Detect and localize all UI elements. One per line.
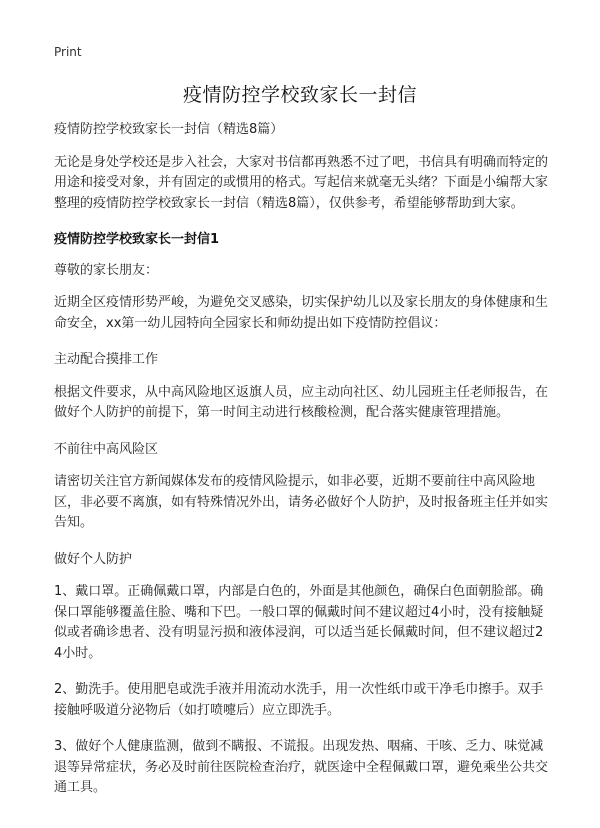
document-body <box>54 120 550 815</box>
list-item-handwashing: 2、勤洗手。使用肥皂或洗手液并用流动水洗手，用一次性纸巾或干净毛巾擦手。双手接触呼吸道分泌物后（如打喷嚏后）应立即洗手。 <box>54 682 544 718</box>
intro-paragraph: 无论是身处学校还是步入社会，大家对书信都再熟悉不过了吧，书信具有明确而特定的用途和接受对象，并有固定的或惯用的格式。写起信来就毫无头绪？下面是小编帮大家整理的疫情防控学校致家长一封信（精选8篇），仅供参考，希望能够帮助到大家。 <box>54 154 549 211</box>
document-subtitle: 疫情防控学校致家长一封信（精选8篇） <box>54 122 284 137</box>
section-title: 疫情防控学校致家长一封信1 <box>54 232 220 247</box>
paragraph-2: 根据文件要求，从中高风险地区返旗人员，应主动向社区、幼儿园班主任老师报告，在做好个人防护的前提下，第一时间主动进行核酸检测，配合落实健康管理措施。 <box>54 384 549 420</box>
list-item-health-monitoring: 3、做好个人健康监测，做到不瞒报、不谎报。出现发热、咽痛、干咳、乏力、味觉减退等异常症状，务必及时前往医院检查治疗，就医途中全程佩戴口罩，避免乘坐公共交通工具。 <box>54 739 549 795</box>
paragraph-3: 请密切关注官方新闻媒体发布的疫情风险提示，如非必要，近期不要前往中高风险地区，非必要不离旗，如有特殊情况外出，请务必做好个人防护，及时报备班主任并如实告知。 <box>54 474 549 530</box>
page-title: 疫情防控学校致家长一封信 <box>182 84 417 106</box>
paragraph-1: 近期全区疫情形势严峻，为避免交叉感染，切实保护幼儿以及家长朋友的身体健康和生命安全，xx第一幼儿园特向全园家长和师幼提出如下疫情防控倡议： <box>54 295 549 331</box>
heading-personal-protection: 做好个人防护 <box>54 551 133 567</box>
heading-avoid-risk-areas: 不前往中高风险区 <box>54 441 159 457</box>
heading-cooperate: 主动配合摸排工作 <box>54 352 159 367</box>
list-item-mask: 1、戴口罩。正确佩戴口罩，内部是白色的，外面是其他颜色，确保白色面朝脸部。确保口罩能够覆盖住脸、嘴和下巴。一般口罩的佩戴时间不建议超过4小时，没有接触疑似或者确诊患者、没有明显污损和液体浸润，可以适当延长佩戴时间，但不建议超过24小时。 <box>54 584 544 661</box>
print-link[interactable]: Print <box>54 45 82 59</box>
salutation: 尊敬的家长朋友： <box>54 262 159 278</box>
